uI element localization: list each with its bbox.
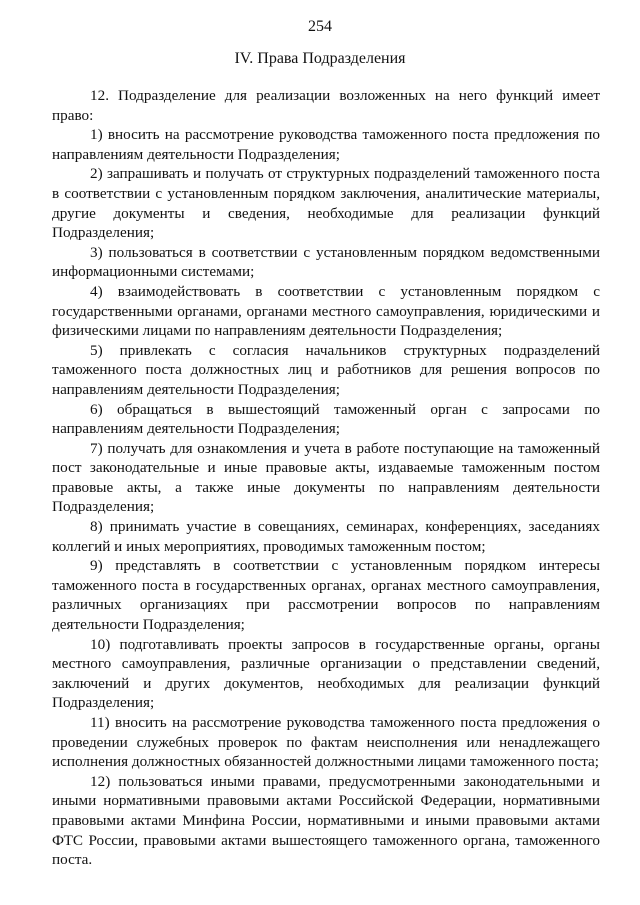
paragraph-intro: 12. Подразделение для реализации возложенных на него функций имеет право: [52, 87, 600, 124]
paragraph-item-11: 11) вносить на рассмотрение руководства таможенного поста предложения о проведении служебных проверок по фактам неисполнения или ненадлежащего исполнения должностных обязанностей должностными лицами таможенного поста; [52, 714, 600, 771]
section-title: IV. Права Подразделения [234, 50, 406, 67]
paragraph-item-12: 12) пользоваться иными правами, предусмотренными законодательными и иными нормативными правовыми актами Российской Федерации, нормативными правовыми актами Минфина России, нормативными и иными правовыми актами ФТС России, правовыми актами вышестоящего таможенного органа, таможенного поста. [52, 772, 600, 869]
paragraph-item-3: 3) пользоваться в соответствии с установленным порядком ведомственными информационными системами; [52, 243, 600, 281]
paragraph-item-6: 6) обращаться в вышестоящий таможенный орган с запросами по направлениям деятельности Подразделения; [52, 400, 600, 438]
paragraph-item-4: 4) взаимодействовать в соответствии с установленным порядком с государственными органами, органами местного самоуправления, юридическими и физическими лицами по направлениям деятельности Подразделения; [52, 282, 600, 340]
page-number: 254 [308, 18, 332, 35]
paragraph-item-2: 2) запрашивать и получать от структурных подразделений таможенного поста в соответствии с установленным порядком заключения, аналитические материалы, другие документы и сведения, необходимые для реализации функций Подразделения; [52, 165, 600, 242]
paragraph-item-7: 7) получать для ознакомления и учета в работе поступающие на таможенный пост законодательные и иные правовые акты, издаваемые таможенным постом правовые акты, а также иные документы по направлениям деятельности Подразделения; [52, 439, 600, 516]
section-body [52, 86, 600, 870]
paragraph-item-5: 5) привлекать с согласия начальников структурных подразделений таможенного поста должностных лиц и работников для решения вопросов по направлениям деятельности Подразделения; [52, 341, 600, 398]
paragraph-item-10: 10) подготавливать проекты запросов в государственные органы, органы местного самоуправления, различные организации о представлении сведений, заключений и других документов, необходимых для реализации функций Подразделения; [52, 635, 600, 712]
paragraph-item-9: 9) представлять в соответствии с установленным порядком интересы таможенного поста в государственных органах, органах местного самоуправления, различных организациях при рассмотрении вопросов по направлениям деятельности Подразделения; [52, 557, 600, 634]
paragraph-item-1: 1) вносить на рассмотрение руководства таможенного поста предложения по направлениям деятельности Подразделения; [52, 126, 600, 163]
paragraph-item-8: 8) принимать участие в совещаниях, семинарах, конференциях, заседаниях коллегий и иных мероприятиях, проводимых таможенным постом; [52, 518, 600, 555]
